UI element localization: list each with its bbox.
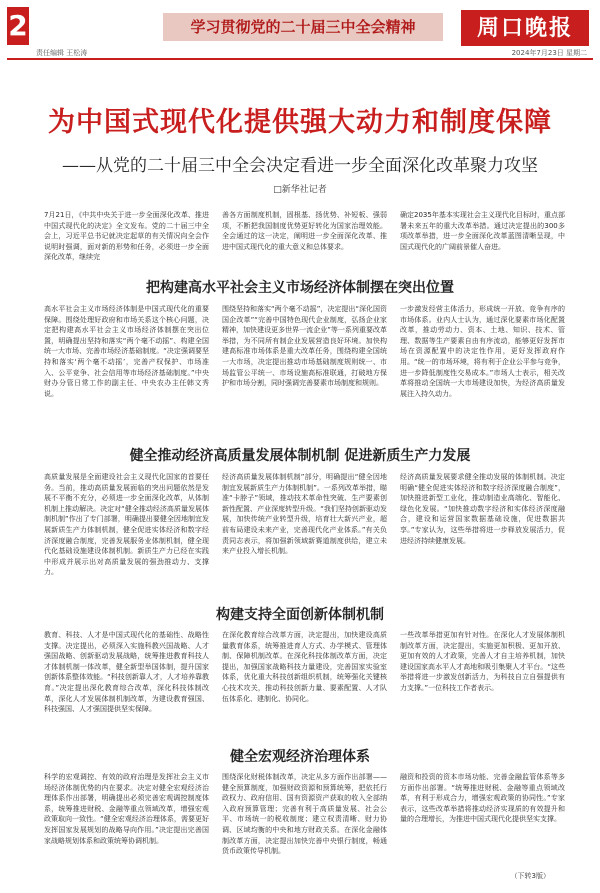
- publication-date: 2024年7月23日 星期二: [511, 49, 587, 57]
- section-2-column-1: 高质量发展是全面建设社会主义现代化国家的首要任务。当前，推动高质量发展面临的突出问题依然是发展不平衡不充分，必须进一步全面深化改革，从体制机制上推动解决。决定对“健全推动经济高质量发展体制机制”作出了专门部署，明确提出要健全因地制宜发展新质生产力体制机制，健全促进实体经济和数字经济深度融合制度，完善发展服务业体制机制，健全现代化基础设施建设体制机制。新质生产力已经在实践中形成并展示出对高质量发展的强劲推动力、支撑力。: [44, 473, 209, 577]
- section-1-column-3: 一步激发经营主体活力，形成统一开放、竞争有序的市场体系。业内人士认为，通过深化要素市场化配置改革，推动劳动力、资本、土地、知识、技术、管理、数据等生产要素自由有序流动，能够更好发挥市场在资源配置中的决定性作用，更好发挥政府作用。“统一的市场环境，将有利于企业公平参与竞争，进一步降低制度性交易成本。”市场人士表示，相关改革将推动全国统一大市场建设加快，为经济高质量发展注入持久动力。: [400, 305, 565, 398]
- article-subheadline: ——从党的二十届三中全会决定看进一步全面深化改革聚力攻坚: [62, 156, 538, 176]
- section-3-column-1: 教育、科技、人才是中国式现代化的基础性、战略性支撑。决定提出，必须深入实施科教兴国战略、人才强国战略、创新驱动发展战略，统筹推进教育科技人才体制机制一体改革，健全新型举国体制，提升国家创新体系整体效能。“科技创新靠人才，人才培养靠教育。”决定提出深化教育综合改革，深化科技体制改革，深化人才发展体制机制改革，为建设教育强国、科技强国、人才强国提供坚实保障。: [44, 631, 209, 714]
- section-4-column-2: 围绕深化财税体制改革，决定从多方面作出部署——健全预算制度，加强财政资源和预算统筹，把依托行政权力、政府信用、国有资源资产获取的收入全部纳入政府预算管理；完善有利于高质量发展、社会公平、市场统一的税收制度；建立权责清晰、财力协调、区域均衡的中央和地方财政关系。在深化金融体制改革方面，决定提出加快完善中央银行制度，畅通货币政策传导机制。: [222, 773, 387, 856]
- intro-column-3: 确定2035年基本实现社会主义现代化目标时，重点部署未来五年的重大改革举措。通过决定提出的300多项改革举措，进一步全面深化改革蓝图清晰呈现，中国式现代化的广阔前景催人奋进。: [400, 211, 565, 251]
- article-byline: □新华社记者: [273, 185, 327, 195]
- section-heading-innovation: 构建支持全面创新体制机制: [216, 607, 384, 623]
- page-number: 2: [7, 7, 29, 45]
- newspaper-logo: 周口晚报: [461, 10, 589, 46]
- section-1-column-1: 高水平社会主义市场经济体制是中国式现代化的重要保障。围绕处理好政府和市场关系这个核心问题，决定把构建高水平社会主义市场经济体制摆在突出位置，明确提出坚持和落实“两个毫不动摇”、构建全国统一大市场、完善市场经济基础制度。“决定强调要坚持和落实‘两个毫不动摇’，完善产权保护、市场准入、公平竞争、社会信用等市场经济基础制度。”中央财办分管日常工作的副主任、中央农办主任韩文秀说。: [44, 305, 209, 398]
- column-slogan: 学习贯彻党的二十届三中全会精神: [163, 13, 443, 41]
- section-heading-macro-governance: 健全宏观经济治理体系: [230, 749, 370, 765]
- intro-column-2: 善各方面制度机制，固根基、扬优势、补短板、强弱项，不断把我国制度优势更好转化为国家治理效能。全会通过的这一决定，阐明进一步全面深化改革、推进中国式现代化的重大意义和总体要求。: [222, 211, 387, 251]
- section-4-column-3: 融资和投资的资本市场功能、完善金融监管体系等多方面作出部署。“统筹推进财税、金融等重点领域改革，有利于形成合力，增强宏观政策的协同性。”专家表示，这些改革举措将推动经济实现质的有效提升和量的合理增长，为推进中国式现代化提供坚实支撑。: [400, 773, 565, 824]
- responsible-editor: 责任编辑 王松涛: [36, 49, 88, 57]
- intro-column-1: 7月21日，《中共中央关于进一步全面深化改革、推进中国式现代化的决定》全文发布。党的二十届三中全会上，习近平总书记就决定起草的有关情况向全会作说明时强调，面对新的形势和任务，必须进一步全面深化改革，继续完: [44, 211, 209, 262]
- masthead-rule: [7, 58, 593, 60]
- section-1-column-2: 围绕坚持和落实“两个毫不动摇”，决定提出“深化国资国企改革”“完善中国特色现代企业制度，弘扬企业家精神，加快建设更多世界一流企业”等一系列重要改革举措，为不同所有制企业发展营造良好环境。加快构建高标准市场体系是重大改革任务，围绕构建全国统一大市场，决定提出推动市场基础制度规则统一、市场监管公平统一、市场设施高标准联通，打破地方保护和市场分割，同时强调完善要素市场制度和规则。: [222, 305, 387, 388]
- section-heading-high-quality-development: 健全推动经济高质量发展体制机制 促进新质生产力发展: [129, 448, 471, 464]
- article-headline: 为中国式现代化提供强大动力和制度保障: [48, 107, 552, 138]
- continued-on-page-3: （下转3版）: [510, 872, 550, 880]
- section-2-column-3: 经济高质量发展要求健全推动发展的体制机制。决定明确“健全促进实体经济和数字经济深度融合制度”，加快推进新型工业化，推动制造业高端化、智能化、绿色化发展。“加快推动数字经济和实体经济深度融合，建设和运营国家数据基础设施，促进数据共享。”专家认为，这些举措将进一步释放发展活力，促进经济持续健康发展。: [400, 473, 565, 545]
- section-4-column-1: 科学的宏观调控、有效的政府治理是发挥社会主义市场经济体制优势的内在要求。决定对健全宏观经济治理体系作出部署，明确提出必须完善宏观调控制度体系，统筹推进财税、金融等重点领域改革，增强宏观政策取向一致性。“健全宏观经济治理体系，需要更好发挥国家发展规划的战略导向作用。”决定提出完善国家战略规划体系和政策统筹协调机制。: [44, 773, 209, 845]
- section-3-column-3: 一些改革举措更加有针对性。在深化人才发展体制机制改革方面，决定提出，实施更加积极、更加开放、更加有效的人才政策，完善人才自主培养机制，加快建设国家高水平人才高地和吸引集聚人才平台。“这些举措将进一步激发创新活力，为科技自立自强提供有力支撑。”一位科技工作者表示。: [400, 631, 565, 692]
- section-heading-market-economy: 把构建高水平社会主义市场经济体制摆在突出位置: [146, 280, 454, 296]
- section-3-column-2: 在深化教育综合改革方面，决定提出，加快建设高质量教育体系，统筹推进育人方式、办学模式、管理体制、保障机制改革。在深化科技体制改革方面，决定提出，加强国家战略科技力量建设，完善国家实验室体系，优化重大科技创新组织机制，统筹强化关键核心技术攻关，推动科技创新力量、要素配置、人才队伍体系化、建制化、协同化。: [222, 631, 387, 703]
- section-2-column-2: 经济高质量发展体制机制”部分，明确提出“健全因地制宜发展新质生产力体制机制”。一系列改革举措，瞄准“卡脖子”领域，推动技术革命性突破、生产要素创新性配置、产业深度转型升级。“我们坚持创新驱动发展，加快传统产业转型升级，培育壮大新兴产业，超前布局建设未来产业，完善现代化产业体系。”有关负责同志表示，将加强新领域新赛道制度供给，建立未来产业投入增长机制。: [222, 473, 387, 556]
